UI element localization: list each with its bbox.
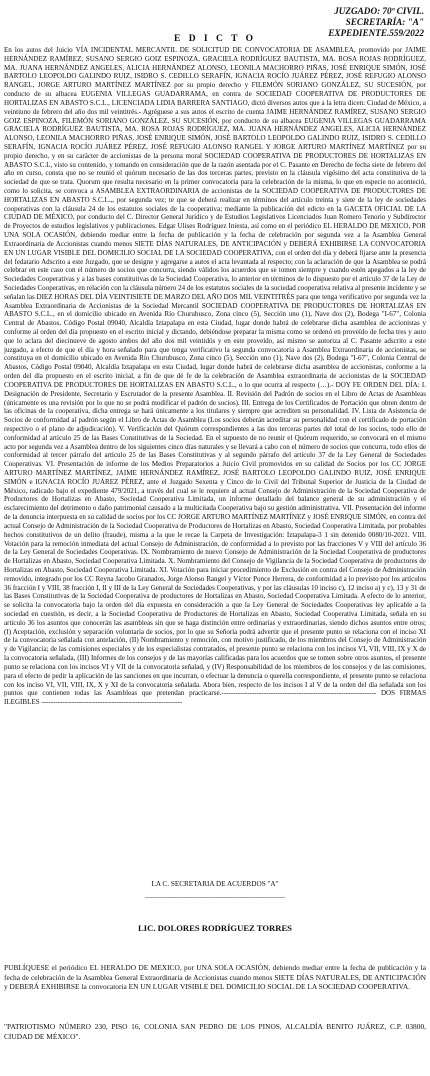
- court-label: JUZGADO: 70º CIVIL.: [334, 6, 424, 16]
- case-number: EXPEDIENTE.559/2022: [328, 28, 424, 38]
- edict-page: [4, 4, 426, 1072]
- edict-body-text: En los autos del Juicio VÍA INCIDENTAL MERCANTIL DE SOLICITUD DE CONVOCATORIA DE ASAMBLEA, promovido por JAIME HERNÁNDEZ RAMÍREZ, SUSANO SERGIO GOIZ ESPINOZA, GRACIELA RODRÍGUEZ BAUTISTA, MA. ROSA ROJAS RODRÍGUEZ, MA. JUANA HERNÁNDEZ ANGELES, ALICIA HERNÁNDEZ ALONSO, LEONILA MACHORRO PIÑAS, JOSÉ ENRIQUE SIMÓN, JOSÉ BARTOLO LEOPOLDO GALINDO RUIZ, ISIDRO S. CEDILLO SERAFÍN, IGNACIA ROCÍO JUÁREZ PÉREZ, JOSÉ REFUGIO ALONSO RANGEL, JORGE ARTURO MARTÍNEZ MARTÍNEZ por su propio derecho y FILEMÓN SORIANO GONZÁLEZ, SU SUCESIÓN, por conducto de su albacea EUGENIA VILLEGAS GUADARRAMA, en contra de SOCIEDAD COOPERATIVA DE PRODUCTORES DE HORTALIZAS EN ABASTO S.C.L., LICENCIADA LIDIA BARRERA SANTIAGO, dictó diversos autos que a la letra dicen: Ciudad de México, a veintiuno de febrero del año dos mil veintitrés.- Agréguese a sus autos el escrito de cuenta JAIME HERNÁNDEZ RAMÍREZ, SUSANO SERGIO GOIZ ESPINOZA, FILEMÓN SORIANO GONZÁLEZ, SU SUCESIÓN, por conducto de su albacea EUGENIA VILLEGAS GUADARRAMA GRACIELA RODRÍGUEZ BAUTISTA, MA. ROSA ROJAS RODRÍGUEZ, MA. JUANA HERNÁNDEZ ANGELES, ALICIA HERNÁNDEZ ALONSO, LEONILA MACHORRO PIÑAS, JOSÉ ENRIQUE SIMÓN, JOSÉ BARTOLO LEOPOLDO GALINDO RUIZ, ISIDRO S. CEDILLO SERAFÍN, IGNACIA ROCÍO JUÁREZ PÉREZ, JOSÉ REFUGIO ALONSO RANGEL Y JORGE ARTURO MARTÍNEZ MARTÍNEZ por su propio derecho, y en su carácter de accionistas de la persona moral SOCIEDAD COOPERATIVA DE PRODUCTORES DE HORTALIZAS EN ABASTO S.C.L, visto su contenido, y tomando en consideración que de la razón asentada por el C. Pasante en Derecho de fecha siete de febrero del año en curso, consta que no se reunió el quórum necesario de las dos terceras partes, previsto en la cláusula vigésimo del acta constitutiva de la sociedad de que se trata. Quorum que resulta necesario en la primer convocatoria para la celebración de la misma, lo que en especie no aconteció, como lo solicita, se convoca a ASAMBLEA EXTRAORDINARIA de accionistas de la SOCIEDAD COOPERATIVA DE PRODUCTORES DE HORTALIZAS EN ABASTO S.C.L.,, por segunda vez; te que se deberá realizar en términos del artículo treinta y siete de la ley de sociedades cooperativas con la cláusula 24 de los estatutos sociales de la cooperativa; mediante la publicación del edicto en la GACETA OFICIAL DE LA CIUDAD DE MÉXICO, por conducto del C. Director General Jurídico y de Estudios Legislativos Licenciados Juan Romero Tenorio y Subdirector de Proyectos de estudios legislativos y publicaciones. Edgar Ulises Rodríguez Iniesta, así como en el periódico EL HERALDO DE MEXICO, POR UNA SOLA OCASIÓN, debiendo mediar entre la fecha de publicación y la fecha de celebración por segunda vez a la Asamblea General Extraordinaria de Accionistas cuando menos SIETE DÍAS NATURALES, DE ANTICIPACIÓN y DEBERÁ EXHIBIRSE LA CONVOCATORIA EN UN LUGAR VISIBLE DEL DOMICILIO SOCIAL DE LA SOCIEDAD COOPERATIVA, con el orden del día y deberá fijarse ante la presencia del fedatario Adscrito a este Juzgado, que se designe y agregarse a autos el acta levantada al respecto; con la aclaración de que la Asamblea se podrá celebrar en este caso con el número de socios que concurra, siendo válidos los acuerdos que se tomen siempre y cuando estén apegados a la ley de Sociedades Cooperativas y a las bases constitutivas de la Sociedad Cooperativa, lo anterior en términos de lo dispuesto por el artículo 37 de la Ley de Sociedades Cooperativas, en relación con la cláusula número 24 de los estatutos sociales de la sociedad cooperativa relativa al presente incidente y se señalan las DIEZ HORAS DEL DÍA VEINTISIETE DE MARZO DEL AÑO DOS MIL VEINTITRÉS para que tenga verificativo por segunda vez la Asamblea Extraordinaria de Accionistas de la Sociedad Mercantil SOCIEDAD COOPERATIVA DE PRODUCTORES DE HORTALIZAS EN ABASTO S.C.L., en el domicilio ubicado en Avenida Río Churubusco, Zona cinco (5), Sección uno (1), Nave dos (2), Bodega "I-67", Colonia Central de Abastos, Código Postal 09040, Alcaldía Iztapalapa en esta Ciudad, lugar donde habrá de celebrarse dicha asamblea de accionistas y conforme al orden del día propuesto en el escrito inicial y dictando, debiéndose preparar la misma como se ordenó en proveído de fecha tres y auto que lo aclara del diecinueve de agosto ambos del año dos mil veintidós y en este proveído, así mismo se autoriza al C. Pasante adscrito a este juzgado, a efecto de que el día y hora señalado para que tenga verificativo la segunda convocatoria a Asamblea Extraordinaria de accionistas, se constituya en el domicilio ubicado en Avenida Río Churubusco, Zona cinco (5), Sección uno (1), Nave dos (2), Bodega "I-67", Colonia Central de Abastos, Código Postal 09040, Alcaldía Iztapalapa en esta Ciudad, lugar donde habrá de celebrarse dicha asamblea de accionistas, conforme a la orden del día propuesto en el escrito inicial, a fin de que dé fe de la celebración de Asamblea extraordinaria de accionistas de la SOCIEDAD COOPERATIVA DE PRODUCTORES DE HORTALIZAS EN ABASTO S.C.L., o lo que ocurra al respecto (…).- DOY FE ORDEN DEL DÍA: I. Designación de Presidente, Secretario y Escrutador de la presente Asamblea. II. Revisión del Padrón de socios en el Libro de Actas de Asambleas (únicamente es una revisión por lo que no se podrá modificar el padrón de socios). III. Entrega de los Certificados de Portación que obren dentro de las oficinas de la cooperativa, dicha entrega se hará únicamente a los titulares y siempre que acrediten su personalidad. IV. Lista de Asistencia de Socios de conformidad al padrón según el Libro de Actas de Asamblea (Los socios deberán acreditar su personalidad con el certificado de portación respectivo o el plano de adjudicación). V. Verificación del Quórum correspondientes a las dos terceras partes del total de los socios, todo ello de conformidad al artículo 25 de las Bases Constitutivas de la Sociedad. En el supuesto de no reunir el Quórum requerido, se convocará en el mismo acto por segunda vez a Asamblea dentro de los siguientes cinco días naturales y se llevará a cabo con el número de socios que concurra, todo ellos de conformidad al tercer párrafo del artículo 25 de las Bases Constitutivas y al segundo párrafo del artículo 37 de la Ley General de Sociedades Cooperativas. VI. Presentación de informe de los Medios Preparatorios a Juicio Civil promovidos en su calidad de Socios por los CC JORGE ARTURO MARTÍNEZ MARTÍNEZ, JAIME HERNÁNDEZ RAMÍREZ, JOSÉ BARTOLO LEOPOLDO GALINDO RUIZ, JOSÉ ENRIQUE SIMÓN e IGNACIA ROCÍO JUÁREZ PÉREZ, ante el Juzgado Sexenta y Cinco de lo Civil del Tribunal Superior de Justicia de la Ciudad de México, radicado bajo el expediente 479/2021, a través del cual se le requiere al actual Consejo de Administración de la Sociedad Cooperativa de Productores de Hortalizas en Abasto, Sociedad Cooperativa Limitada, un informe detallado del balance general de su administración y el esclarecimiento del detrimento o daño patrimonial causado a la multicitada Cooperativa bajo su gestión administrativa. VII. Presentación del informe de la denuncia interpuesta en su calidad de socios por los CC JORGE ARTURO MARTÍNEZ MARTÍNEZ y JOSÉ ENRIQUE SIMÓN, en contra del actual Consejo de Administración de la Sociedad Cooperativa de Productores de Hortalizas en Abasto, Sociedad Cooperativa Limitada, por probables hechos constitutivos de un delito (fraude), misma a la que le recae la Carpeta de Investigación: Iztapalapa-3 1 sin detenido 0080/10-2021. VIII. Votación para la remoción inmediata del actual Consejo de Administración, de conformidad a lo previsto por las fracciones V y VIII del artículo 36 de la Ley General de Sociedades Cooperativas. IX. Nombramiento de nuevo Consejo de Administración de la Sociedad Cooperativa de productores de Hortalizas en Abasto, Sociedad Cooperativa Limitada. X. Nombramiento del Consejo de Vigilancia de la Sociedad Cooperativa de productores de Hortalizas en Abasto, Sociedad Cooperativa Limitada. XI. Votación para iniciar procedimiento de Exclusión en contra del Consejo de Administración removido, integrado por los CC Reyna Jacobo Granados, Jorge Alonso Rangel y Víctor Ponce Herrera, de conformidad a lo previsto por los artículos 36 fracción I y VIII, 38 fracción I, II y III de la Ley General de Sociedades Cooperativas, y por las cláusulas 10 inciso c), 12 inciso a) y c), 13 y 31 de las Bases Constitutivas de la Sociedad Cooperativa de productores de Hortalizas en Abasto, Sociedad Cooperativa Limitada. A efecto de lo anterior, se solicita la convocatoria bajo la orden del día expuesta en consideración a que la Ley General de Sociedades Cooperativas ley aplicable a la sociedad en cuestión, es decir, a la Sociedad Cooperativa de Productores de Hortalizas en Abasto, Sociedad Cooperativa Limitada, señala en su artículo 36 los asuntos que conocerán las asambleas sin que se haga distinción entre ordinarias y extraordinarias, siendo dichos asuntos entre otros; (I) Aceptación, exclusión y separación voluntaria de socios, por lo que su Señoría podrá advertir que el presente punto se relaciona con el inciso XI de la convocatoria señalada con antelación, (II) Nombramiento y remoción, con motivo justificado, de los miembros del Consejo de Administración y de Vigilancia; de las comisiones especiales y de los especialistas contratados, el presente punto se relaciona con los incisos VI, VII, VIII, IX y X de la convocatoria señalada, (III) Informes de los consejos y de las mayorías calificadas para los acuerdos que se tomen sobre otros asuntos, el presente punto se relaciona con los incisos VI y VII de la convocatoria señalad, y (IV) Responsabilidad de los miembros de los consejos y de las comisiones, para el efecto de pedir la aplicación de las sanciones en que incurran, o efectuar la denuncia o querella correspondiente, el presente punto se relaciona con los inciso VI, VII, VIII, IX, X y XI de la convocatoria señalada. Ahora bien, respecto de los incisos I al V de la orden del día señalada son los puntos que contienen todas las Asambleas que pretendan practicarse.------------------------------------------------------------------ DOS FIRMAS ILEGIBLES ------------------------------------------------------------: [4, 46, 426, 707]
- secretariat-label: SECRETARÍA: "A": [345, 17, 424, 27]
- document-title: E D I C T O: [173, 34, 256, 44]
- signature-line: _______________________________________: [144, 891, 286, 899]
- court-address: "PATRIOTISMO NÚMERO 230, PISO 16, COLONIA SAN PEDRO DE LOS PINOS, ALCALDÍA BENITO JUÁREZ, C.P. 03800, CIUDAD DE MÉXICO".: [4, 1022, 426, 1041]
- publication-notice: PUBLÍQUESE el periódico EL HERALDO DE MEXICO, por UNA SOLA OCASIÓN, debiendo mediar entre la fecha de publicación y la fecha de celebración de la Asamblea General Extraordinaria de Accionistas cuando menos SIETE DÍAS NATURALES, DE ANTICIPACIÓN y DEBERÁ EXHIBIRSE la convocatoria EN UN LUGAR VISIBLE DEL DOMICILIO SOCIAL DE LA SOCIEDAD COOPERATIVA.: [4, 963, 426, 992]
- edict-body: [4, 46, 426, 707]
- signer-name: LIC. DOLORES RODRÍGUEZ TORRES: [138, 923, 292, 933]
- signer-title: LA C. SECRETARIA DE ACUERDOS "A": [151, 880, 279, 888]
